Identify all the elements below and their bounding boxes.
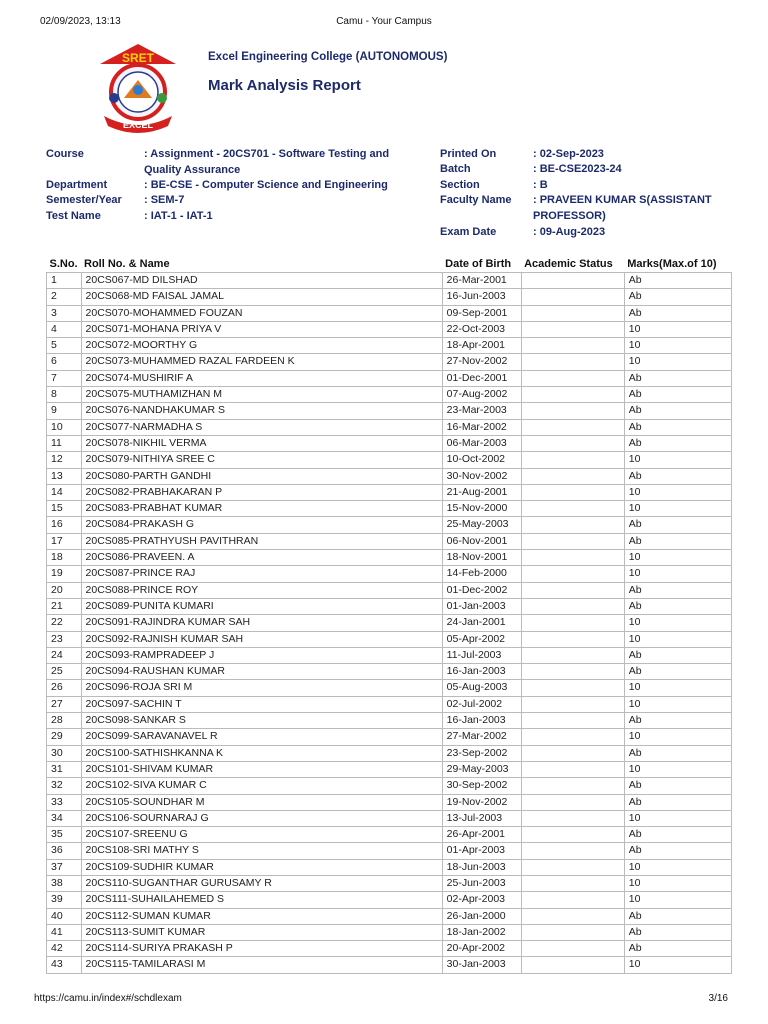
table-row	[47, 745, 732, 761]
cell-sno: 26	[47, 680, 82, 696]
cell-roll-name: 20CS073-MUHAMMED RAZAL FARDEEN K	[81, 354, 442, 370]
table-row	[47, 713, 732, 729]
cell-marks: Ab	[624, 273, 731, 289]
cell-dob: 23-Sep-2002	[442, 745, 521, 761]
table-row	[47, 598, 732, 614]
info-label-semester: Semester/Year	[46, 194, 122, 206]
cell-academic-status	[521, 452, 624, 468]
cell-marks: Ab	[624, 598, 731, 614]
cell-academic-status	[521, 501, 624, 517]
cell-marks: 10	[624, 615, 731, 631]
cell-sno: 33	[47, 794, 82, 810]
cell-sno: 3	[47, 305, 82, 321]
cell-roll-name: 20CS111-SUHAILAHEMED S	[81, 892, 442, 908]
college-name: Excel Engineering College (AUTONOMOUS)	[208, 51, 448, 63]
info-label-faculty: Faculty Name	[440, 194, 512, 206]
cell-sno: 9	[47, 403, 82, 419]
cell-academic-status	[521, 419, 624, 435]
col-header-sno: S.No.	[49, 258, 78, 270]
cell-marks: 10	[624, 680, 731, 696]
cell-dob: 06-Mar-2003	[442, 435, 521, 451]
cell-marks: 10	[624, 354, 731, 370]
cell-marks: 10	[624, 957, 731, 973]
table-row	[47, 778, 732, 794]
table-row	[47, 468, 732, 484]
cell-dob: 30-Nov-2002	[442, 468, 521, 484]
cell-academic-status	[521, 664, 624, 680]
cell-dob: 24-Jan-2001	[442, 615, 521, 631]
cell-academic-status	[521, 647, 624, 663]
table-row	[47, 859, 732, 875]
cell-sno: 37	[47, 859, 82, 875]
cell-sno: 40	[47, 908, 82, 924]
print-header	[40, 16, 728, 30]
cell-academic-status	[521, 924, 624, 940]
cell-sno: 22	[47, 615, 82, 631]
college-logo	[90, 42, 186, 134]
cell-roll-name: 20CS083-PRABHAT KUMAR	[81, 501, 442, 517]
cell-roll-name: 20CS102-SIVA KUMAR C	[81, 778, 442, 794]
cell-academic-status	[521, 273, 624, 289]
cell-roll-name: 20CS070-MOHAMMED FOUZAN	[81, 305, 442, 321]
cell-sno: 7	[47, 370, 82, 386]
info-value-department: : BE-CSE - Computer Science and Engineering	[144, 179, 388, 191]
table-row	[47, 566, 732, 582]
cell-roll-name: 20CS101-SHIVAM KUMAR	[81, 761, 442, 777]
cell-dob: 19-Nov-2002	[442, 794, 521, 810]
cell-dob: 05-Apr-2002	[442, 631, 521, 647]
cell-dob: 14-Feb-2000	[442, 566, 521, 582]
cell-roll-name: 20CS091-RAJINDRA KUMAR SAH	[81, 615, 442, 631]
cell-marks: Ab	[624, 745, 731, 761]
cell-academic-status	[521, 468, 624, 484]
cell-dob: 18-Jan-2002	[442, 924, 521, 940]
cell-marks: Ab	[624, 647, 731, 663]
cell-roll-name: 20CS087-PRINCE RAJ	[81, 566, 442, 582]
cell-sno: 16	[47, 517, 82, 533]
cell-marks: Ab	[624, 370, 731, 386]
table-row	[47, 794, 732, 810]
cell-marks: Ab	[624, 778, 731, 794]
col-header-academic-status: Academic Status	[524, 258, 613, 270]
cell-marks: Ab	[624, 664, 731, 680]
table-row	[47, 941, 732, 957]
marks-table	[46, 256, 732, 974]
cell-sno: 18	[47, 550, 82, 566]
table-row	[47, 810, 732, 826]
cell-roll-name: 20CS106-SOURNARAJ G	[81, 810, 442, 826]
cell-academic-status	[521, 615, 624, 631]
table-row	[47, 647, 732, 663]
cell-academic-status	[521, 598, 624, 614]
cell-dob: 01-Apr-2003	[442, 843, 521, 859]
cell-marks: 10	[624, 338, 731, 354]
info-value-section: : B	[533, 179, 548, 191]
cell-roll-name: 20CS093-RAMPRADEEP J	[81, 647, 442, 663]
cell-marks: Ab	[624, 908, 731, 924]
print-page-number: 3/16	[708, 993, 728, 1004]
cell-dob: 09-Sep-2001	[442, 305, 521, 321]
cell-dob: 26-Mar-2001	[442, 273, 521, 289]
cell-sno: 35	[47, 827, 82, 843]
cell-dob: 01-Jan-2003	[442, 598, 521, 614]
cell-marks: Ab	[624, 305, 731, 321]
cell-academic-status	[521, 941, 624, 957]
table-row	[47, 696, 732, 712]
cell-roll-name: 20CS113-SUMIT KUMAR	[81, 924, 442, 940]
cell-sno: 27	[47, 696, 82, 712]
table-row	[47, 484, 732, 500]
cell-dob: 30-Jan-2003	[442, 957, 521, 973]
cell-academic-status	[521, 566, 624, 582]
cell-dob: 06-Nov-2001	[442, 533, 521, 549]
cell-academic-status	[521, 713, 624, 729]
cell-dob: 07-Aug-2002	[442, 387, 521, 403]
cell-academic-status	[521, 696, 624, 712]
logo-bottom-text: EXCEL	[122, 120, 154, 130]
cell-academic-status	[521, 484, 624, 500]
info-value-semester: : SEM-7	[144, 194, 185, 206]
cell-academic-status	[521, 859, 624, 875]
cell-sno: 36	[47, 843, 82, 859]
info-label-test-name: Test Name	[46, 210, 101, 222]
cell-dob: 05-Aug-2003	[442, 680, 521, 696]
cell-dob: 11-Jul-2003	[442, 647, 521, 663]
cell-academic-status	[521, 370, 624, 386]
cell-sno: 20	[47, 582, 82, 598]
cell-marks: Ab	[624, 387, 731, 403]
table-row	[47, 338, 732, 354]
table-row	[47, 761, 732, 777]
cell-academic-status	[521, 354, 624, 370]
cell-sno: 19	[47, 566, 82, 582]
cell-marks: Ab	[624, 517, 731, 533]
table-row	[47, 305, 732, 321]
cell-dob: 02-Jul-2002	[442, 696, 521, 712]
cell-dob: 13-Jul-2003	[442, 810, 521, 826]
table-row	[47, 680, 732, 696]
table-row	[47, 370, 732, 386]
cell-academic-status	[521, 435, 624, 451]
cell-roll-name: 20CS074-MUSHIRIF A	[81, 370, 442, 386]
col-header-marks: Marks(Max.of 10)	[627, 258, 717, 270]
cell-dob: 26-Jan-2000	[442, 908, 521, 924]
table-row	[47, 827, 732, 843]
cell-academic-status	[521, 533, 624, 549]
cell-roll-name: 20CS075-MUTHAMIZHAN M	[81, 387, 442, 403]
info-value-printed-on: : 02-Sep-2023	[533, 148, 604, 160]
table-row	[47, 452, 732, 468]
logo-top-text: SRET	[121, 51, 155, 65]
cell-roll-name: 20CS099-SARAVANAVEL R	[81, 729, 442, 745]
cell-marks: Ab	[624, 843, 731, 859]
cell-sno: 41	[47, 924, 82, 940]
cell-dob: 16-Jan-2003	[442, 713, 521, 729]
cell-academic-status	[521, 875, 624, 891]
cell-roll-name: 20CS112-SUMAN KUMAR	[81, 908, 442, 924]
table-row	[47, 533, 732, 549]
table-row	[47, 957, 732, 973]
cell-academic-status	[521, 321, 624, 337]
cell-roll-name: 20CS105-SOUNDHAR M	[81, 794, 442, 810]
cell-dob: 21-Aug-2001	[442, 484, 521, 500]
cell-academic-status	[521, 794, 624, 810]
cell-sno: 12	[47, 452, 82, 468]
table-row	[47, 517, 732, 533]
cell-dob: 25-May-2003	[442, 517, 521, 533]
table-row	[47, 550, 732, 566]
cell-academic-status	[521, 517, 624, 533]
cell-dob: 20-Apr-2002	[442, 941, 521, 957]
cell-sno: 4	[47, 321, 82, 337]
table-row	[47, 615, 732, 631]
cell-marks: Ab	[624, 419, 731, 435]
cell-sno: 21	[47, 598, 82, 614]
cell-academic-status	[521, 827, 624, 843]
cell-dob: 10-Oct-2002	[442, 452, 521, 468]
cell-marks: Ab	[624, 794, 731, 810]
cell-marks: 10	[624, 761, 731, 777]
table-row	[47, 419, 732, 435]
info-label-course: Course	[46, 148, 84, 160]
cell-roll-name: 20CS072-MOORTHY G	[81, 338, 442, 354]
table-header-row	[47, 256, 732, 273]
cell-dob: 27-Nov-2002	[442, 354, 521, 370]
cell-dob: 22-Oct-2003	[442, 321, 521, 337]
cell-sno: 29	[47, 729, 82, 745]
cell-marks: 10	[624, 321, 731, 337]
cell-sno: 10	[47, 419, 82, 435]
col-header-roll-name: Roll No. & Name	[84, 258, 170, 270]
table-row	[47, 631, 732, 647]
cell-marks: 10	[624, 452, 731, 468]
cell-roll-name: 20CS080-PARTH GANDHI	[81, 468, 442, 484]
cell-marks: 10	[624, 566, 731, 582]
cell-roll-name: 20CS077-NARMADHA S	[81, 419, 442, 435]
cell-sno: 23	[47, 631, 82, 647]
cell-marks: Ab	[624, 468, 731, 484]
cell-marks: 10	[624, 875, 731, 891]
print-url: https://camu.in/index#/schdlexam	[34, 993, 182, 1004]
cell-dob: 18-Jun-2003	[442, 859, 521, 875]
cell-academic-status	[521, 338, 624, 354]
cell-sno: 34	[47, 810, 82, 826]
cell-dob: 01-Dec-2001	[442, 370, 521, 386]
table-row	[47, 729, 732, 745]
cell-dob: 16-Jun-2003	[442, 289, 521, 305]
cell-roll-name: 20CS110-SUGANTHAR GURUSAMY R	[81, 875, 442, 891]
cell-sno: 30	[47, 745, 82, 761]
cell-marks: 10	[624, 892, 731, 908]
cell-academic-status	[521, 305, 624, 321]
cell-marks: Ab	[624, 435, 731, 451]
cell-roll-name: 20CS068-MD FAISAL JAMAL	[81, 289, 442, 305]
table-row	[47, 582, 732, 598]
cell-roll-name: 20CS084-PRAKASH G	[81, 517, 442, 533]
cell-dob: 29-May-2003	[442, 761, 521, 777]
cell-roll-name: 20CS107-SREENU G	[81, 827, 442, 843]
cell-roll-name: 20CS108-SRI MATHY S	[81, 843, 442, 859]
cell-sno: 25	[47, 664, 82, 680]
cell-dob: 02-Apr-2003	[442, 892, 521, 908]
table-row	[47, 875, 732, 891]
table-row	[47, 435, 732, 451]
cell-roll-name: 20CS086-PRAVEEN. A	[81, 550, 442, 566]
cell-marks: 10	[624, 550, 731, 566]
cell-roll-name: 20CS100-SATHISHKANNA K	[81, 745, 442, 761]
cell-roll-name: 20CS078-NIKHIL VERMA	[81, 435, 442, 451]
cell-roll-name: 20CS071-MOHANA PRIYA V	[81, 321, 442, 337]
info-value-test-name: : IAT-1 - IAT-1	[144, 210, 213, 222]
cell-roll-name: 20CS079-NITHIYA SREE C	[81, 452, 442, 468]
cell-academic-status	[521, 582, 624, 598]
info-label-department: Department	[46, 179, 108, 191]
table-row	[47, 387, 732, 403]
table-row	[47, 501, 732, 517]
cell-academic-status	[521, 843, 624, 859]
cell-sno: 24	[47, 647, 82, 663]
cell-sno: 14	[47, 484, 82, 500]
cell-academic-status	[521, 403, 624, 419]
cell-sno: 31	[47, 761, 82, 777]
table-row	[47, 321, 732, 337]
cell-sno: 15	[47, 501, 82, 517]
cell-roll-name: 20CS115-TAMILARASI M	[81, 957, 442, 973]
cell-dob: 25-Jun-2003	[442, 875, 521, 891]
col-header-dob: Date of Birth	[445, 258, 512, 270]
cell-dob: 18-Nov-2001	[442, 550, 521, 566]
cell-academic-status	[521, 892, 624, 908]
cell-dob: 15-Nov-2000	[442, 501, 521, 517]
cell-academic-status	[521, 729, 624, 745]
cell-roll-name: 20CS096-ROJA SRI M	[81, 680, 442, 696]
cell-marks: Ab	[624, 941, 731, 957]
cell-marks: Ab	[624, 713, 731, 729]
info-value-faculty: : PRAVEEN KUMAR S(ASSISTANT PROFESSOR)	[533, 194, 712, 222]
cell-marks: Ab	[624, 289, 731, 305]
table-row	[47, 273, 732, 289]
print-footer	[34, 993, 728, 1004]
cell-academic-status	[521, 680, 624, 696]
cell-sno: 2	[47, 289, 82, 305]
cell-academic-status	[521, 908, 624, 924]
cell-academic-status	[521, 289, 624, 305]
cell-academic-status	[521, 957, 624, 973]
cell-sno: 38	[47, 875, 82, 891]
cell-dob: 16-Mar-2002	[442, 419, 521, 435]
info-value-course: : Assignment - 20CS701 - Software Testing and Quality Assurance	[144, 148, 390, 176]
cell-sno: 8	[47, 387, 82, 403]
cell-marks: 10	[624, 484, 731, 500]
cell-roll-name: 20CS109-SUDHIR KUMAR	[81, 859, 442, 875]
cell-sno: 39	[47, 892, 82, 908]
table-row	[47, 843, 732, 859]
cell-roll-name: 20CS067-MD DILSHAD	[81, 273, 442, 289]
cell-academic-status	[521, 550, 624, 566]
cell-roll-name: 20CS082-PRABHAKARAN P	[81, 484, 442, 500]
info-right	[440, 147, 730, 242]
info-label-exam-date: Exam Date	[440, 226, 497, 238]
print-page-title: Camu - Your Campus	[336, 16, 432, 27]
cell-dob: 23-Mar-2003	[442, 403, 521, 419]
cell-sno: 42	[47, 941, 82, 957]
table-row	[47, 289, 732, 305]
cell-sno: 1	[47, 273, 82, 289]
cell-sno: 32	[47, 778, 82, 794]
cell-roll-name: 20CS094-RAUSHAN KUMAR	[81, 664, 442, 680]
cell-dob: 27-Mar-2002	[442, 729, 521, 745]
cell-roll-name: 20CS085-PRATHYUSH PAVITHRAN	[81, 533, 442, 549]
cell-roll-name: 20CS089-PUNITA KUMARI	[81, 598, 442, 614]
info-label-batch: Batch	[440, 163, 471, 175]
cell-roll-name: 20CS088-PRINCE ROY	[81, 582, 442, 598]
cell-academic-status	[521, 745, 624, 761]
cell-dob: 30-Sep-2002	[442, 778, 521, 794]
cell-sno: 5	[47, 338, 82, 354]
table-row	[47, 664, 732, 680]
cell-dob: 16-Jan-2003	[442, 664, 521, 680]
cell-marks: 10	[624, 631, 731, 647]
cell-marks: 10	[624, 859, 731, 875]
cell-roll-name: 20CS092-RAJNISH KUMAR SAH	[81, 631, 442, 647]
cell-roll-name: 20CS098-SANKAR S	[81, 713, 442, 729]
cell-academic-status	[521, 778, 624, 794]
cell-marks: Ab	[624, 924, 731, 940]
cell-roll-name: 20CS076-NANDHAKUMAR S	[81, 403, 442, 419]
cell-marks: Ab	[624, 403, 731, 419]
cell-marks: Ab	[624, 827, 731, 843]
report-title: Mark Analysis Report	[208, 77, 361, 94]
cell-marks: Ab	[624, 533, 731, 549]
table-row	[47, 892, 732, 908]
table-body	[47, 273, 732, 974]
cell-sno: 43	[47, 957, 82, 973]
cell-marks: 10	[624, 810, 731, 826]
info-label-section: Section	[440, 179, 480, 191]
cell-dob: 26-Apr-2001	[442, 827, 521, 843]
cell-sno: 17	[47, 533, 82, 549]
table-row	[47, 908, 732, 924]
cell-sno: 6	[47, 354, 82, 370]
info-label-printed-on: Printed On	[440, 148, 497, 160]
table-row	[47, 354, 732, 370]
cell-academic-status	[521, 810, 624, 826]
info-left	[46, 147, 426, 227]
cell-marks: Ab	[624, 582, 731, 598]
cell-academic-status	[521, 761, 624, 777]
table-row	[47, 403, 732, 419]
cell-dob: 18-Apr-2001	[442, 338, 521, 354]
cell-academic-status	[521, 387, 624, 403]
cell-roll-name: 20CS097-SACHIN T	[81, 696, 442, 712]
cell-roll-name: 20CS114-SURIYA PRAKASH P	[81, 941, 442, 957]
info-value-exam-date: : 09-Aug-2023	[533, 226, 606, 238]
cell-sno: 28	[47, 713, 82, 729]
cell-dob: 01-Dec-2002	[442, 582, 521, 598]
cell-sno: 13	[47, 468, 82, 484]
cell-marks: 10	[624, 501, 731, 517]
cell-marks: 10	[624, 696, 731, 712]
cell-academic-status	[521, 631, 624, 647]
info-value-batch: : BE-CSE2023-24	[533, 163, 622, 175]
print-datetime: 02/09/2023, 13:13	[40, 16, 121, 27]
table-row	[47, 924, 732, 940]
cell-sno: 11	[47, 435, 82, 451]
cell-marks: 10	[624, 729, 731, 745]
